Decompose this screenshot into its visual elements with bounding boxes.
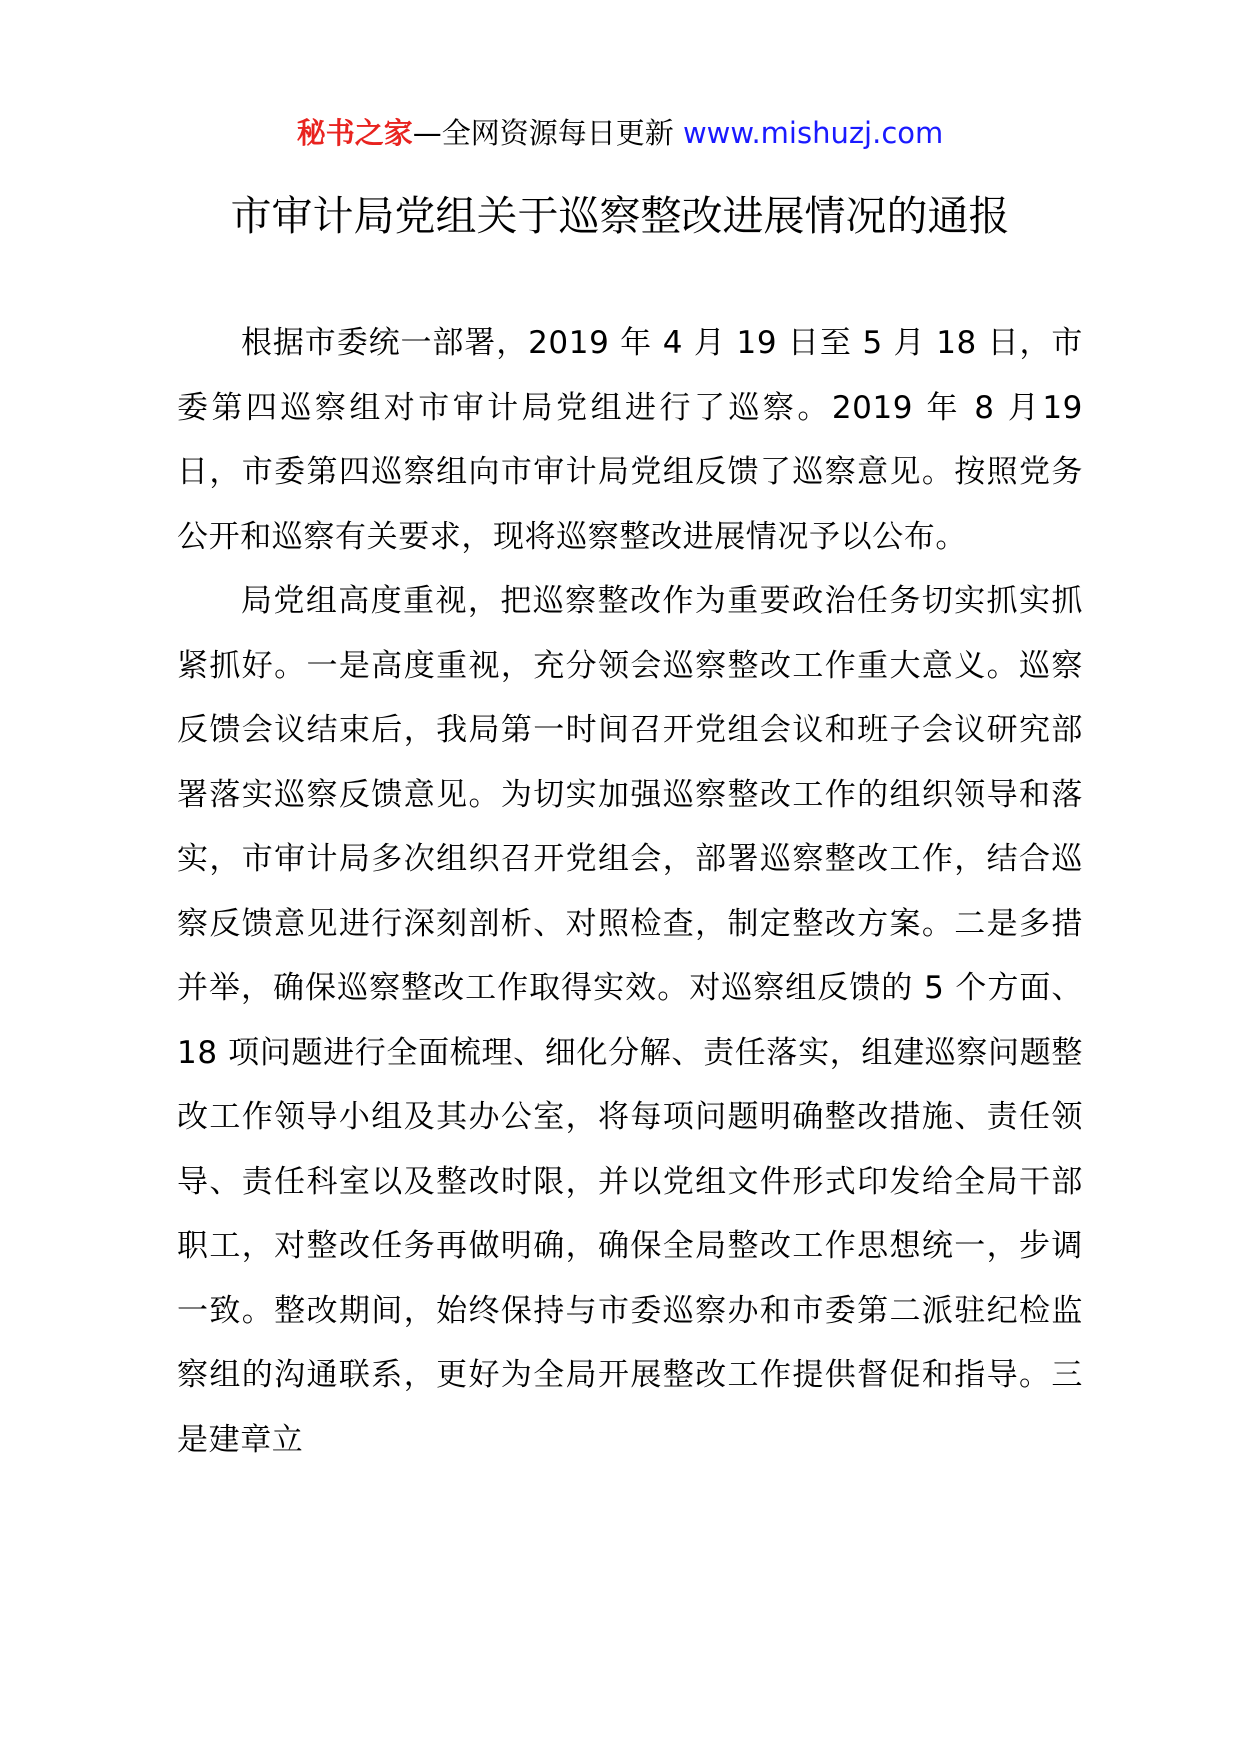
site-header bbox=[0, 113, 1240, 153]
document-title: 市审计局党组关于巡察整改进展情况的通报 bbox=[230, 192, 1010, 240]
paragraph-rectification: 局党组高度重视，把巡察整改作为重要政治任务切实抓实抓紧抓好。一是高度重视，充分领会巡察整改工作重大意义。巡察反馈会议结束后，我局第一时间召开党组会议和班子会议研究部署落实巡察反馈意见。为切实加强巡察整改工作的组织领导和落实，市审计局多次组织召开党组会，部署巡察整改工作，结合巡察反馈意见进行深刻剖析、对照检查，制定整改方案。二是多措并举，确保巡察整改工作取得实效。对巡察组反馈的 5 个方面、18 项问题进行全面梳理、细化分解、责任落实，组建巡察问题整改工作领导小组及其办公室，将每项问题明确整改措施、责任领导、责任科室以及整改时限，并以党组文件形式印发给全局干部职工，对整改任务再做明确，确保全局整改工作思想统一，步调一致。整改期间，始终保持与市委巡察办和市委第二派驻纪检监察组的沟通联系，更好为全局开展整改工作提供督促和指导。三是建章立 bbox=[177, 583, 1083, 1458]
document-body bbox=[177, 311, 1083, 1472]
brand-name: 秘书之家 bbox=[296, 116, 413, 150]
paragraph-intro: 根据市委统一部署，2019 年 4 月 19 日至 5 月 18 日，市委第四巡察组对市审计局党组进行了巡察。2019 年 8 月19 日，市委第四巡察组向市审计局党组反馈了巡察意见。按照党务公开和巡察有关要求，现将巡察整改进展情况予以公布。 bbox=[177, 325, 1083, 555]
header-tagline: —全网资源每日更新 bbox=[412, 116, 683, 150]
site-url-link[interactable]: www.mishuzj.com bbox=[682, 116, 944, 150]
